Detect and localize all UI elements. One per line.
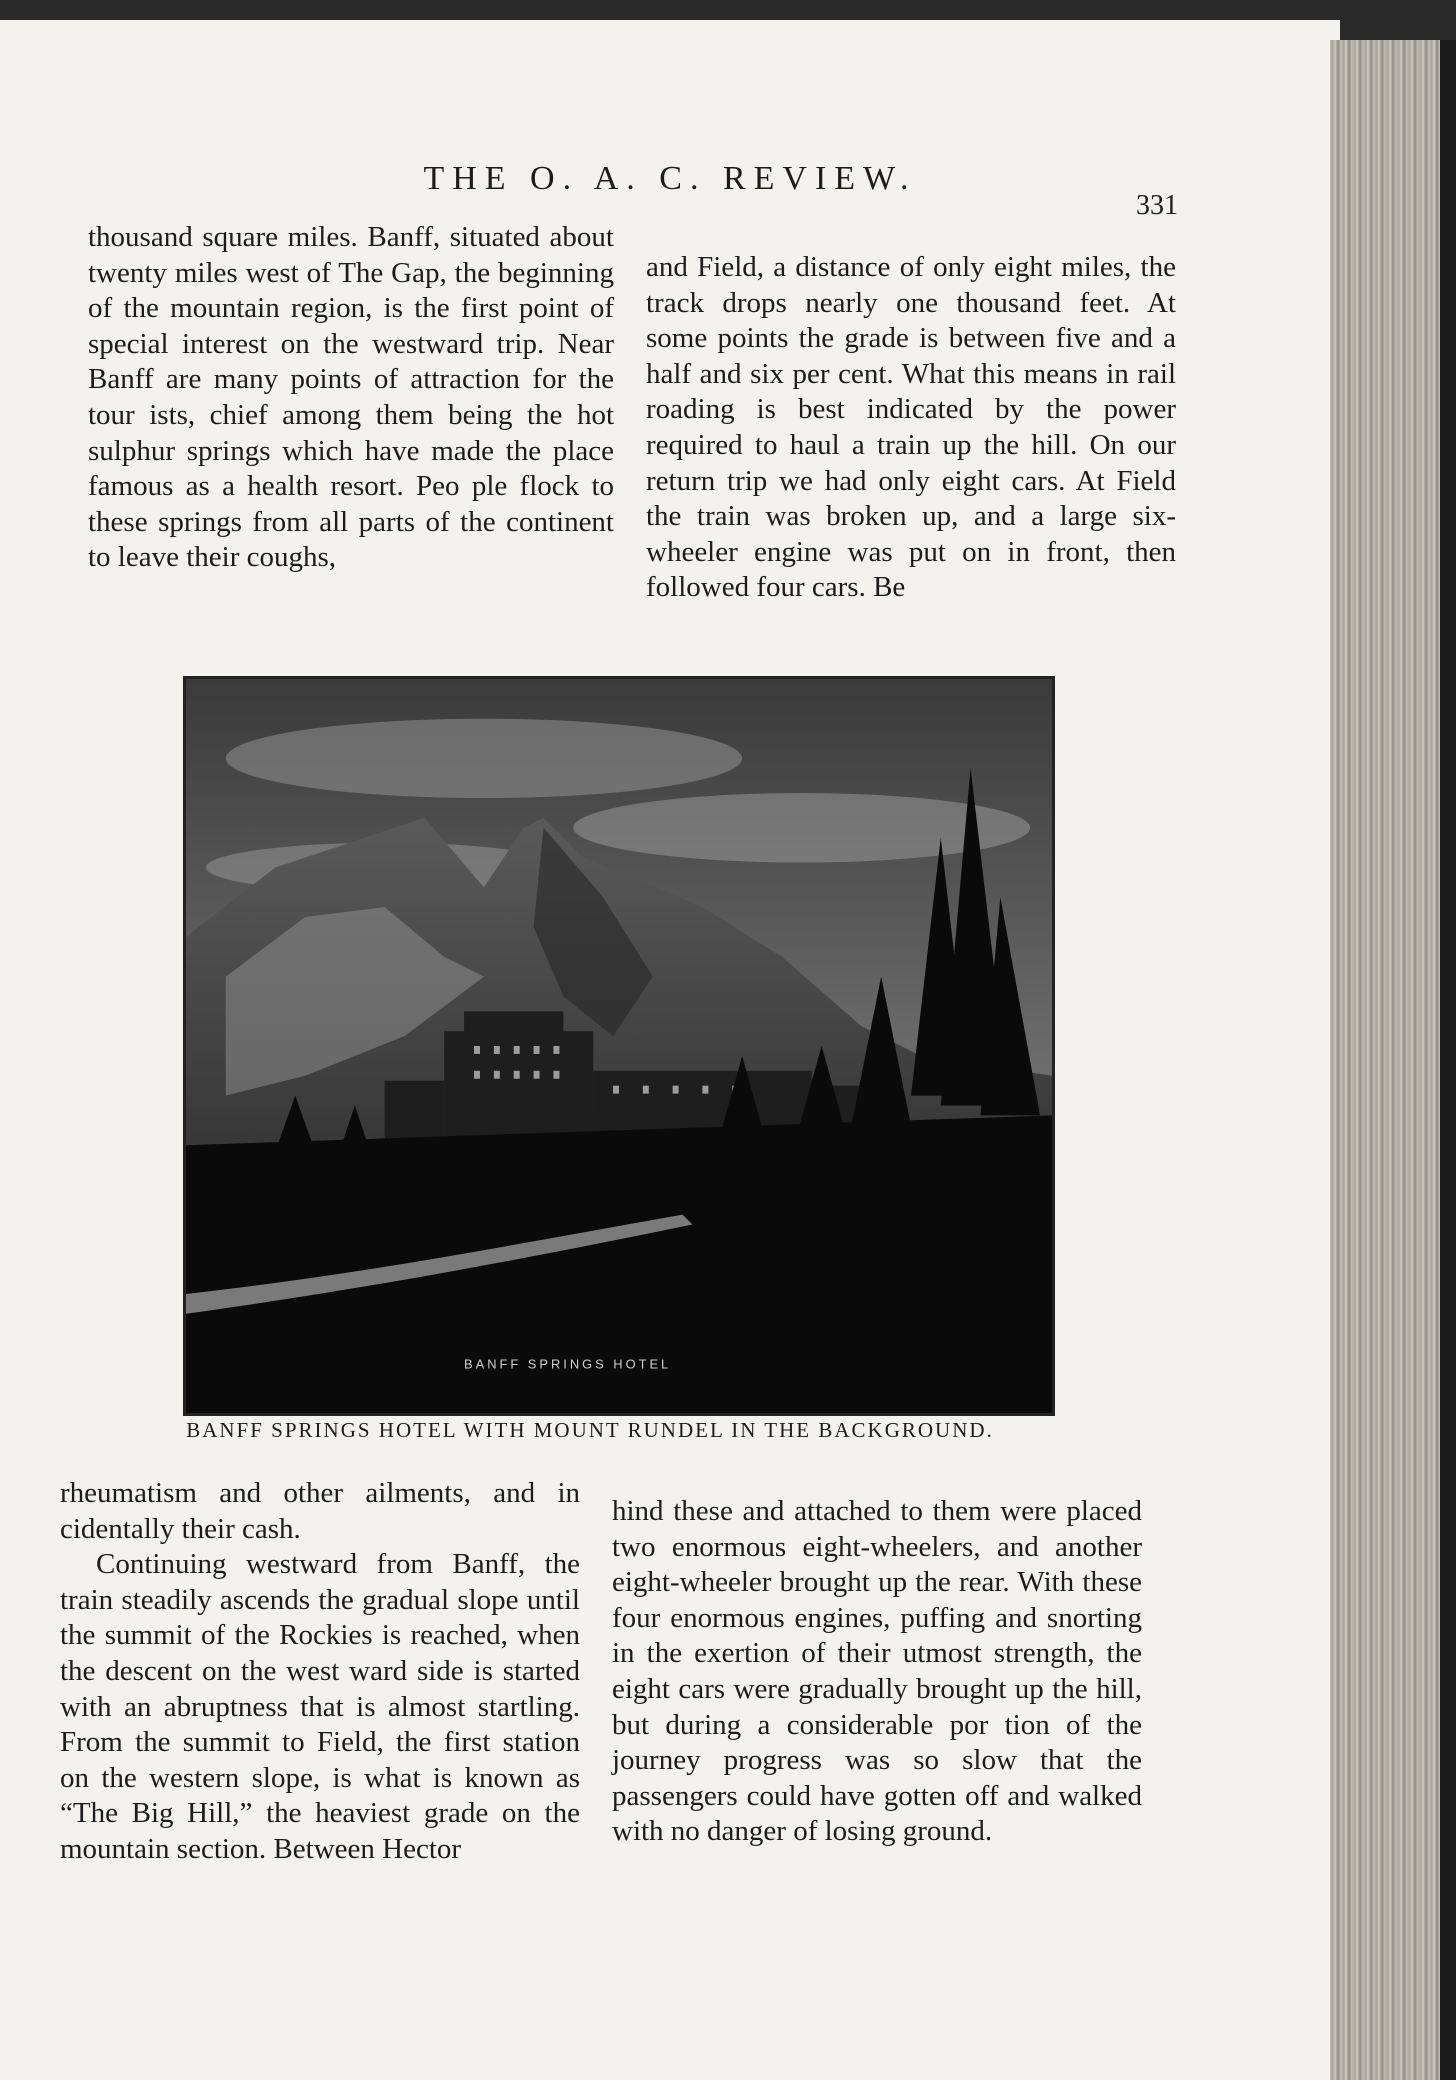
paragraph: rheumatism and other ailments, and in cidentally their cash.: [60, 1477, 580, 1545]
text-column-top-left: [88, 220, 614, 576]
text-column-bottom-left: [60, 1476, 580, 1868]
mountain-hotel-photo: [186, 679, 1052, 1413]
binding-shadow: [1440, 40, 1456, 2080]
paragraph: Continuing westward from Banff, the train steadily ascends the gradual slope until the summit of the Rockies is reached, when the descent on the west ward side is started with an abruptness that is almost startling. From the summit to Field, the first station on the western slope, is what is known as “The Big Hill,” the heaviest grade on the mountain section. Between Hector: [60, 1548, 580, 1865]
photo-banff-springs-hotel: [183, 676, 1055, 1416]
text-column-top-right: [646, 250, 1176, 606]
page-number: 331: [1136, 190, 1178, 221]
page-stack-edge: [1330, 40, 1450, 2080]
figure-caption: BANFF SPRINGS HOTEL WITH MOUNT RUNDEL IN THE BACKGROUND.: [186, 1418, 994, 1442]
photo-inset-label: BANFF SPRINGS HOTEL: [464, 1356, 672, 1372]
text-column-bottom-right: [612, 1494, 1142, 1850]
paragraph: and Field, a distance of only eight miles, the track drops nearly one thousand feet. At some points the grade is between five and a half and six per cent. What this means in rail roading is best indicated by the power required to haul a train up the hill. On our return trip we had only eight cars. At Field the train was broken up, and a large six-wheeler engine was put on in front, then followed four cars. Be: [646, 251, 1176, 604]
paragraph: thousand square miles. Banff, situated about twenty miles west of The Gap, the beginning of the mountain region, is the first point of special interest on the westward trip. Near Banff are many points of attraction for the tour ists, chief among them being the hot sulphur springs which have made the place famous as a health resort. Peo ple flock to these springs from all parts of the continent to leave their coughs,: [88, 221, 614, 574]
running-title: THE O. A. C. REVIEW.: [423, 160, 917, 197]
paragraph: hind these and attached to them were placed two enormous eight-wheelers, and another eight-wheeler brought up the rear. With these four enormous engines, puffing and snorting in the exertion of their utmost strength, the eight cars were gradually brought up the hill, but during a considerable por tion of the journey progress was so slow that the passengers could have gotten off and walked with no danger of losing ground.: [612, 1495, 1142, 1848]
